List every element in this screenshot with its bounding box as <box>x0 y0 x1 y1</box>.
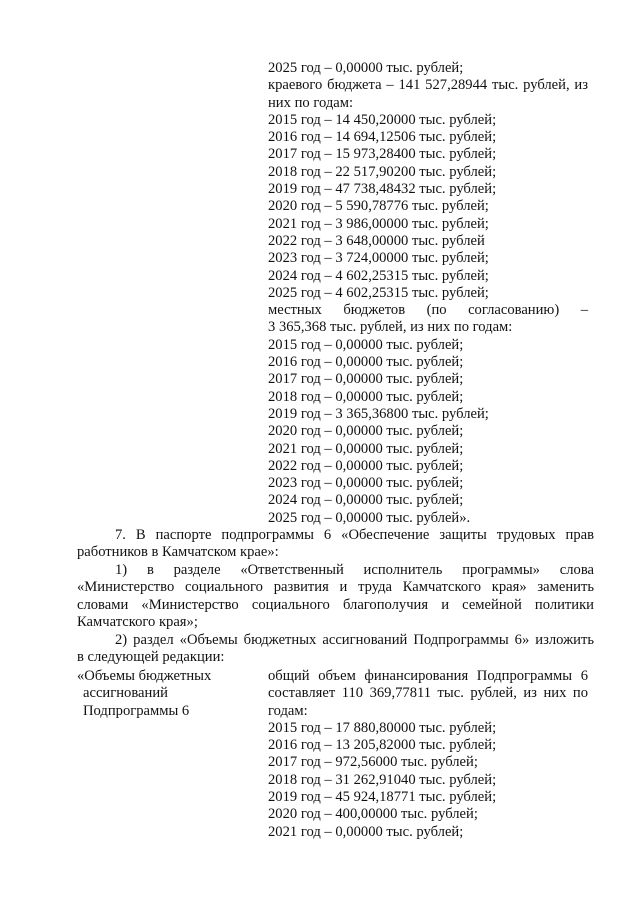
text-line: 2017 год – 0,00000 тыс. рублей; <box>268 371 464 388</box>
text-line: «Объемы бюджетных <box>77 668 212 684</box>
text-line: 2017 год – 972,56000 тыс. рублей; <box>268 754 478 771</box>
text-line: 2025 год – 4 602,25315 тыс. рублей; <box>268 284 489 301</box>
text-line: 2015 год – 17 880,80000 тыс. рублей; <box>268 719 497 736</box>
text-line: 2016 год – 14 694,12506 тыс. рублей; <box>268 129 497 146</box>
text-line: 2022 год – 3 648,00000 тыс. рублей <box>268 232 485 249</box>
text-line: 2015 год – 0,00000 тыс. рублей; <box>268 336 464 353</box>
text-line: 2019 год – 45 924,18771 тыс. рублей; <box>268 789 497 806</box>
text-line: словами «Министерство социального благополучия и семейной политики <box>77 596 594 613</box>
text-line: в следующей редакции: <box>77 649 225 666</box>
text-line: 2016 год – 13 205,82000 тыс. рублей; <box>268 737 497 754</box>
text-line: 3 365,368 тыс. рублей, из них по годам: <box>268 319 513 336</box>
text-line: 7. В паспорте подпрограммы 6 «Обеспечение защиты трудовых прав <box>115 527 594 543</box>
text-line: 2018 год – 0,00000 тыс. рублей; <box>268 388 464 405</box>
text-line: 2) раздел «Объемы бюджетных ассигнований Подпрограммы 6» изложить <box>115 632 594 648</box>
text-line: работников в Камчатском крае»: <box>77 544 279 561</box>
text-line: составляет 110 369,77811 тыс. рублей, из них по <box>268 685 588 702</box>
text-line: годам: <box>268 702 308 719</box>
text-line: 2020 год – 400,00000 тыс. рублей; <box>268 806 478 823</box>
text-line: 2025 год – 0,00000 тыс. рублей; <box>268 60 464 76</box>
text-line: 2018 год – 22 517,90200 тыс. рублей; <box>268 163 497 180</box>
text-line: 2019 год – 3 365,36800 тыс. рублей; <box>268 405 489 422</box>
text-line: 2019 год – 47 738,48432 тыс. рублей; <box>268 181 497 198</box>
text-line: них по годам: <box>268 94 354 111</box>
text-line: 2021 год – 3 986,00000 тыс. рублей; <box>268 215 489 232</box>
funding-list-regional-local <box>268 60 588 527</box>
text-line: Камчатского края»; <box>77 613 198 630</box>
text-line: 1) в разделе «Ответственный исполнитель программы» слова <box>115 562 594 578</box>
text-line: 2023 год – 3 724,00000 тыс. рублей; <box>268 250 489 267</box>
paragraph-7-item-2 <box>77 632 594 667</box>
text-line: 2021 год – 0,00000 тыс. рублей; <box>268 440 464 457</box>
text-line: 2022 год – 0,00000 тыс. рублей; <box>268 457 464 474</box>
text-line: ассигнований <box>83 685 168 702</box>
text-line: краевого бюджета – 141 527,28944 тыс. рублей, из <box>268 77 588 94</box>
text-line: «Министерство социального развития и труда Камчатского края» заменить <box>77 579 594 596</box>
text-line: 2024 год – 0,00000 тыс. рублей; <box>268 492 464 509</box>
text-line: 2017 год – 15 973,28400 тыс. рублей; <box>268 146 497 163</box>
text-line: 2023 год – 0,00000 тыс. рублей; <box>268 475 464 492</box>
text-line: 2025 год – 0,00000 тыс. рублей». <box>268 509 471 526</box>
text-line: общий объем финансирования Подпрограммы 6 <box>268 668 588 684</box>
text-line: 2016 год – 0,00000 тыс. рублей; <box>268 354 464 371</box>
budget-value-cell <box>268 668 588 841</box>
paragraph-7 <box>77 527 594 562</box>
text-line: 2024 год – 4 602,25315 тыс. рублей; <box>268 267 489 284</box>
text-line: местных бюджетов (по согласованию) – <box>268 302 588 319</box>
text-line: 2015 год – 14 450,20000 тыс. рублей; <box>268 111 497 128</box>
text-line: 2018 год – 31 262,91040 тыс. рублей; <box>268 771 497 788</box>
text-line: 2020 год – 0,00000 тыс. рублей; <box>268 423 464 440</box>
paragraph-7-item-1 <box>77 562 594 631</box>
budget-label-cell <box>77 668 257 720</box>
text-line: 2020 год – 5 590,78776 тыс. рублей; <box>268 198 489 215</box>
text-line: 2021 год – 0,00000 тыс. рублей; <box>268 823 464 840</box>
text-line: Подпрограммы 6 <box>83 702 190 719</box>
